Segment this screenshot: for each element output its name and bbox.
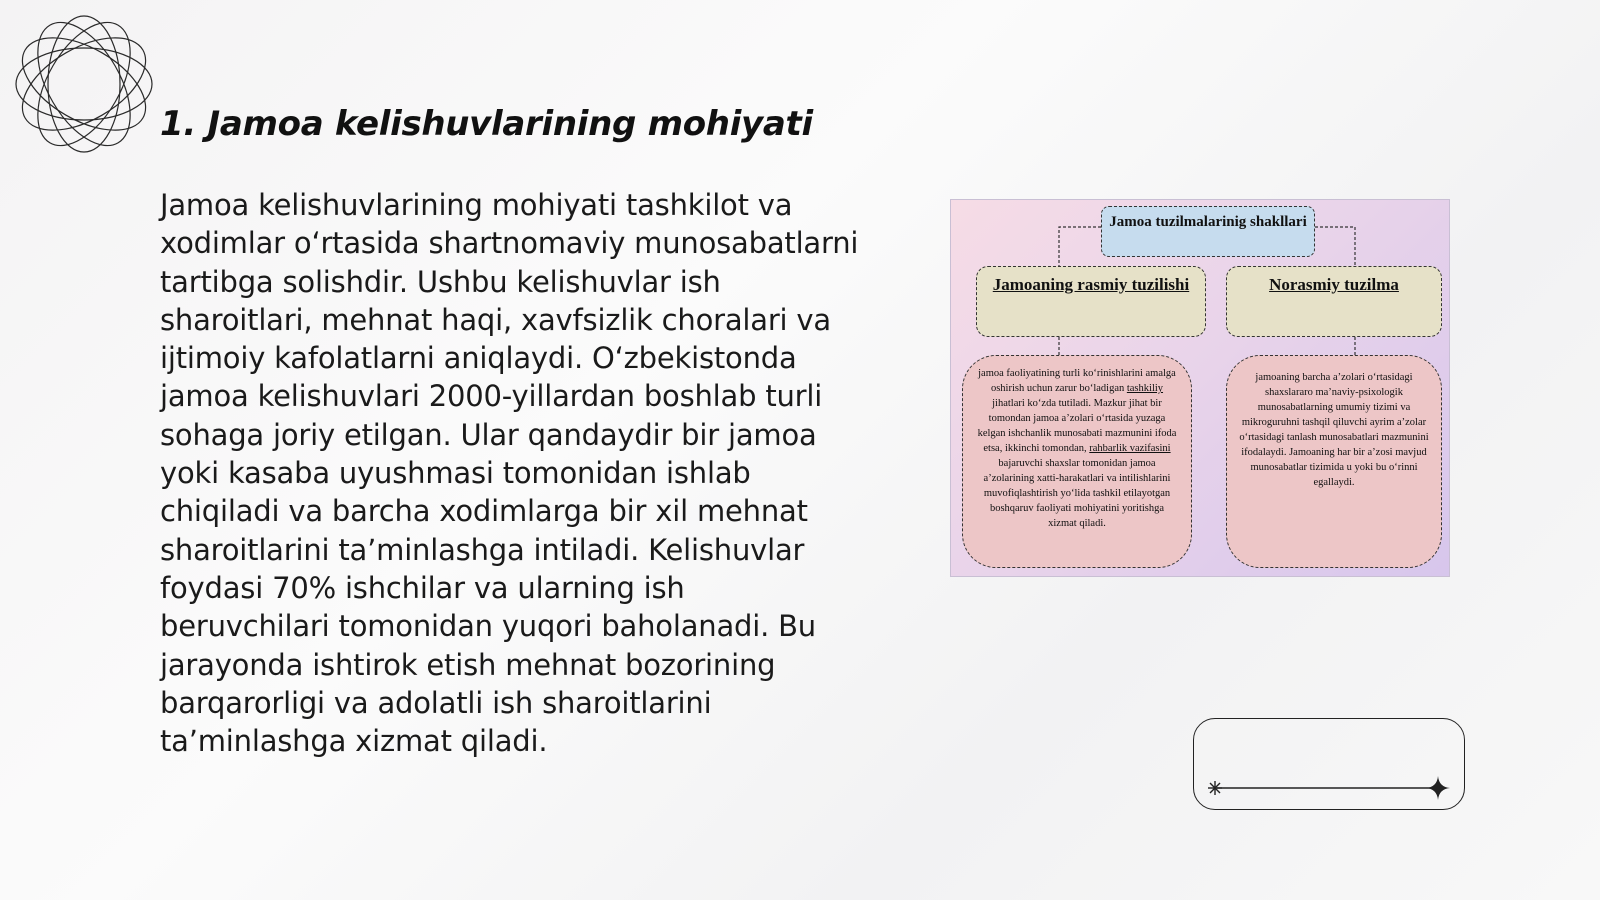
informal-structure-heading: Norasmiy tuzilma — [1226, 266, 1442, 337]
slide-paragraph: Jamoa kelishuvlarining mohiyati tashkilot va xodimlar o‘rtasida shartnomaviy munosabatlarni tartibga solishdir. Ushbu kelishuvlar ish sharoitlari, mehnat haqi, xavfsizlik choralari va ijtimoiy kafolatlarni aniqlaydi. O‘zbekistonda jamoa kelishuvlari 2000-yillardan boshlab turli sohaga joriy etilgan. Ular qandaydir bir jamoa yoki kasaba uyushmasi tomonidan ishlab chiqiladi va barcha xodimlarga bir xil mehnat sharoitlarini ta’minlashga intiladi. Kelishuvlar foydasi 70% ishchilar va ularning ish beruvchilari tomonidan yuqori baholanadi. Bu jarayonda ishtirok etish mehnat bozorining barqarorligi va adolatli ish sharoitlarini ta’minlashga xizmat qiladi. — [160, 188, 859, 759]
structure-diagram — [950, 199, 1450, 577]
formal-structure-heading: Jamoaning rasmiy tuzilishi — [976, 266, 1206, 337]
informal-structure-description: jamoaning barcha a’zolari o‘rtasidagi shaxslararo ma’naviy-psixologik munosabatlarning umumiy tizimi va mikroguruhni tashqil qiluvchi ayrim a’zolar o‘rtasidagi tanlash munosabatlari mazmunini ifodalaydi. Jamoaning har bir a’zosi mavjud munosabatlar tizimida u yoki bu o‘rinni egallaydi. — [1226, 355, 1442, 568]
diagram-top-box: Jamoa tuzilmalarinig shakllari — [1101, 206, 1315, 257]
slide-title: 1. Jamoa kelishuvlarining mohiyati — [160, 104, 813, 144]
star-icon — [1426, 776, 1450, 800]
frame-decoration — [1193, 718, 1465, 810]
sparkle-icon — [1208, 781, 1222, 795]
formal-structure-description: jamoa faoliyatining turli ko‘rinishlarini amalga oshirish uchun zarur bo‘ladigan tashkiliy jihatlari ko‘zda tutiladi. Mazkur jihat bir tomondan jamoa a’zolari o‘rtasida yuzaga kelgan ishchanlik munosabati mazmunini ifoda etsa, ikkinchi tomondan, rahbarlik vazifasini bajaruvchi shaxslar tomonidan jamoa a’zolarining xatti-harakatlari va intilishlarini muvofiqlashtirish yo‘lida tashkil etilayotgan boshqaruv faoliyati mohiyatini yoritishga xizmat qiladi. — [962, 355, 1192, 568]
decorative-circles-logo — [10, 10, 158, 158]
